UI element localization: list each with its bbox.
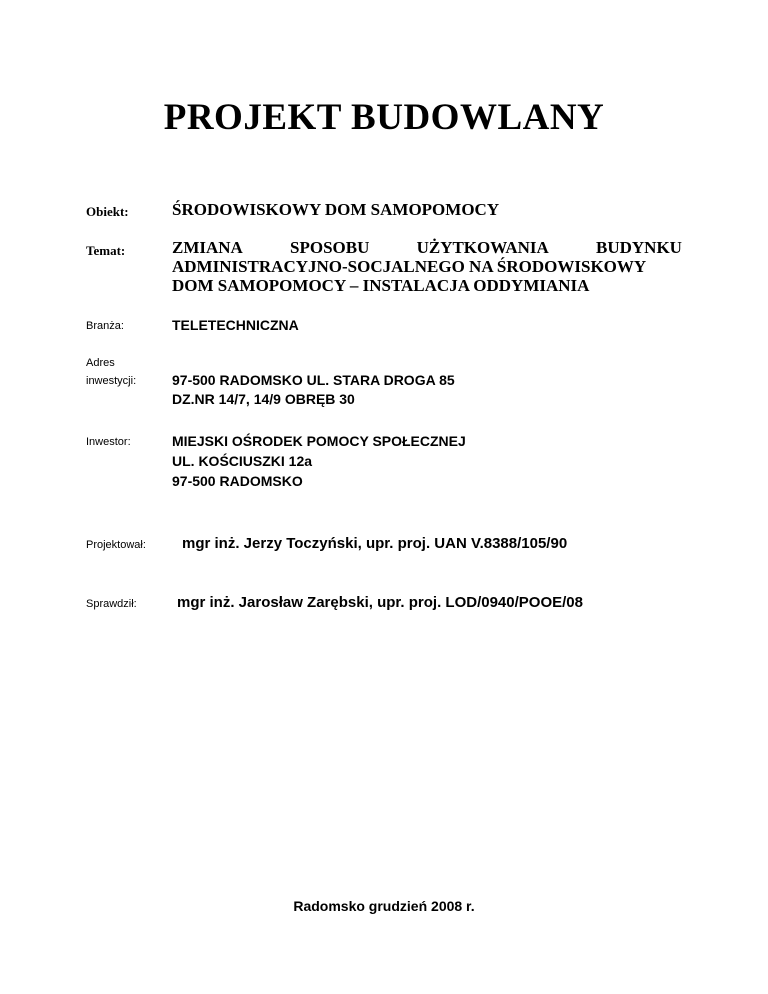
adres-label-line-1: Adres (86, 357, 115, 369)
temat-label: Temat: (86, 243, 126, 258)
branza-value: TELETECHNICZNA (172, 317, 299, 333)
projektowal-value: mgr inż. Jerzy Toczyński, upr. proj. UAN V.8388/105/90 (182, 535, 568, 552)
temat-word: BUDYNKU (596, 238, 682, 257)
temat-line-1 (172, 238, 682, 257)
adres-label-line-2: inwestycji: (86, 375, 137, 387)
branza-label: Branża: (86, 320, 124, 332)
adres-line-2: DZ.NR 14/7, 14/9 OBRĘB 30 (172, 391, 355, 407)
inwestor-line-1: MIEJSKI OŚRODEK POMOCY SPOŁECZNEJ (172, 433, 466, 449)
place-and-date: Radomsko grudzień 2008 r. (293, 898, 475, 914)
sprawdzil-value: mgr inż. Jarosław Zarębski, upr. proj. LOD/0940/POOE/08 (177, 594, 583, 611)
sprawdzil-label: Sprawdził: (86, 598, 137, 610)
temat-line-2: ADMINISTRACYJNO-SOCJALNEGO NA ŚRODOWISKOWY (172, 257, 647, 276)
projektowal-label: Projektował: (86, 539, 146, 551)
obiekt-value: ŚRODOWISKOWY DOM SAMOPOMOCY (172, 200, 500, 219)
document-title: PROJEKT BUDOWLANY (163, 97, 605, 138)
temat-word: SPOSOBU (290, 238, 370, 257)
temat-value (172, 238, 682, 295)
inwestor-label: Inwestor: (86, 436, 131, 448)
temat-word: UŻYTKOWANIA (416, 238, 549, 257)
adres-line-1: 97-500 RADOMSKO UL. STARA DROGA 85 (172, 372, 455, 388)
inwestor-line-3: 97-500 RADOMSKO (172, 473, 303, 489)
temat-word: ZMIANA (172, 238, 243, 257)
temat-line-3: DOM SAMOPOMOCY – INSTALACJA ODDYMIANIA (172, 276, 590, 295)
obiekt-label: Obiekt: (86, 204, 129, 219)
inwestor-line-2: UL. KOŚCIUSZKI 12a (172, 453, 313, 469)
